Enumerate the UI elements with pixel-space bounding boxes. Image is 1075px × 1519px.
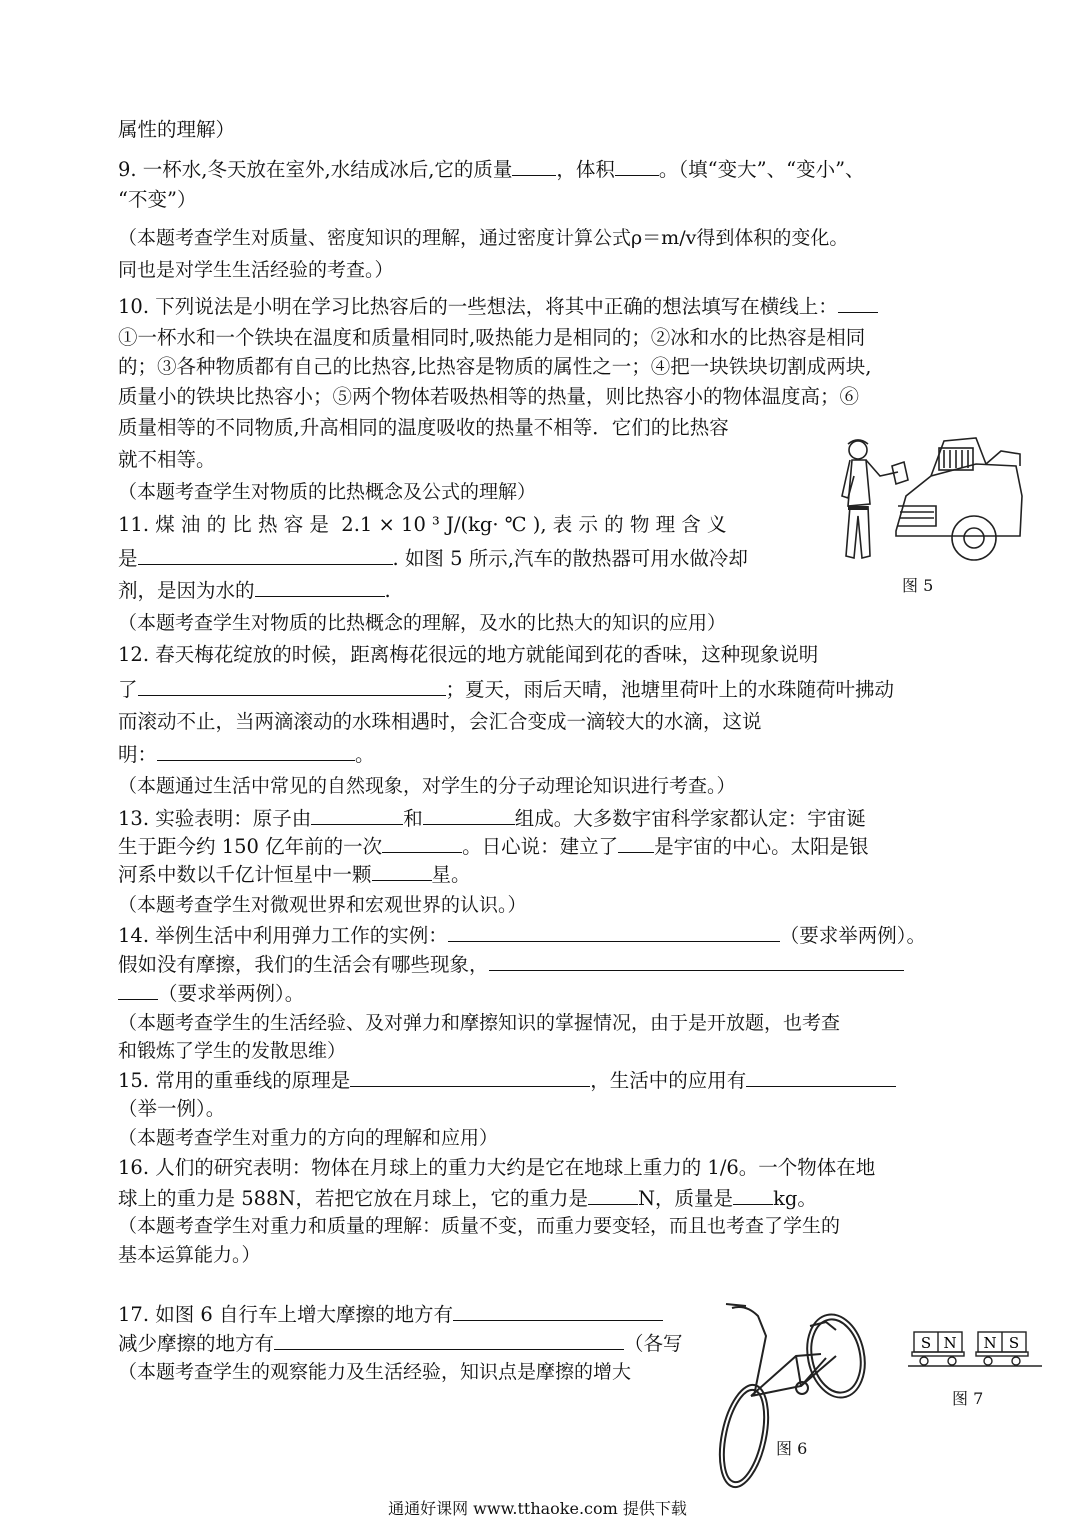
question-12-line-2: 了 ；夏天，雨后天晴，池塘里荷叶上的水珠随荷叶拂动 <box>118 678 895 701</box>
continued-text: 属性的理解） <box>118 118 236 141</box>
question-12-line-4: 明： 。 <box>118 743 375 766</box>
question-13-line-1: 13. 实验表明：原子由 和 组成。大多数宇宙科学家都认定：宇宙诞 <box>118 807 866 830</box>
question-11-line-3: 剂，是因为水的 . <box>118 579 391 602</box>
question-15-line-1: 15. 常用的重垂线的原理是 ，生活中的应用有 <box>118 1068 896 1093</box>
question-16-line-1: 16. 人们的研究表明：物体在月球上的重力大约是它在地球上重力的 1/6。一个物体在地 <box>118 1156 876 1179</box>
figure-6-caption: 图 6 <box>776 1439 808 1458</box>
question-13-line-3: 河系中数以千亿计恒星中一颗 星。 <box>118 863 471 886</box>
note-14-line-1: （本题考查学生的生活经验、及对弹力和摩擦知识的掌握情况，由于是开放题，也考查 <box>118 1012 841 1034</box>
car-radiator-illustration <box>836 436 1026 571</box>
question-16-line-2: 球上的重力是 588N，若把它放在月球上，它的重力是 N，质量是 kg。 <box>118 1187 817 1210</box>
figure-7-caption: 图 7 <box>952 1389 984 1408</box>
note-9-line-1: （本题考查学生对质量、密度知识的理解，通过密度计算公式ρ＝m/v得到体积的变化。 <box>118 227 849 249</box>
question-9-line-2: “不变”） <box>118 188 197 211</box>
magnet-label-n-right: N <box>983 1334 997 1352</box>
figure-5-caption: 图 5 <box>902 576 934 595</box>
question-17-line-1: 17. 如图 6 自行车上增大摩擦的地方有 <box>118 1302 663 1327</box>
note-13: （本题考查学生对微观世界和宏观世界的认识。） <box>118 894 527 916</box>
note-11: （本题考查学生对物质的比热概念的理解，及水的比热大的知识的应用） <box>118 612 727 634</box>
note-12: （本题通过生活中常见的自然现象，对学生的分子动理论知识进行考查。） <box>118 775 736 797</box>
question-9-line-1: 9. 一杯水,冬天放在室外,水结成冰后,它的质量 ，体积 。（填“变大”、“变小”、 <box>118 158 865 181</box>
question-10-line-5: 质量相等的不同物质,升高相同的温度吸收的热量不相等．它们的比热容 <box>118 416 729 439</box>
question-15-line-2: （举一例）。 <box>118 1097 226 1120</box>
note-17: （本题考查学生的观察能力及生活经验，知识点是摩擦的增大 <box>118 1361 632 1383</box>
question-14-line-2: 假如没有摩擦，我们的生活会有哪些现象， <box>118 952 904 977</box>
question-10-line-3: 的；③各种物质都有自己的比热容,比热容是物质的属性之一；④把一块铁块切割成两块, <box>118 355 872 378</box>
question-14-line-3: （要求举两例）。 <box>118 981 304 1006</box>
question-14-line-1: 14. 举例生活中利用弹力工作的实例： （要求举两例）。 <box>118 924 926 947</box>
bicycle-illustration <box>706 1296 881 1492</box>
note-15: （本题考查学生对重力的方向的理解和应用） <box>118 1127 499 1149</box>
question-12-line-1: 12. 春天梅花绽放的时候，距离梅花很远的地方就能闻到花的香味，这种现象说明 <box>118 643 819 666</box>
question-17-line-2: 减少摩擦的地方有 （各写 <box>118 1332 683 1355</box>
magnet-carts-illustration <box>908 1328 1048 1372</box>
question-12-line-3: 而滚动不止，当两滴滚动的水珠相遇时，会汇合变成一滴较大的水滴，这说 <box>118 710 762 733</box>
question-10-line-6: 就不相等。 <box>118 448 216 471</box>
magnet-label-s-right: S <box>1008 1334 1020 1352</box>
note-14-line-2: 和锻炼了学生的发散思维） <box>118 1040 347 1062</box>
note-16-line-2: 基本运算能力。） <box>118 1244 261 1266</box>
magnet-label-n-left: N <box>943 1334 957 1352</box>
note-10: （本题考查学生对物质的比热概念及公式的理解） <box>118 481 537 503</box>
question-11-line-1: 11. 煤 油 的 比 热 容 是 2.1 × 10 ³ J/(kg· ℃ ), 表 示 的 物 理 含 义 <box>118 513 727 536</box>
magnet-label-s-left: S <box>920 1334 932 1352</box>
question-10-line-1: 10. 下列说法是小明在学习比热容后的一些想法，将其中正确的想法填写在横线上： <box>118 294 878 319</box>
question-10-line-4: 质量小的铁块比热容小；⑤两个物体若吸热相等的热量，则比热容小的物体温度高；⑥ <box>118 385 860 408</box>
question-13-line-2: 生于距今约 150 亿年前的一次 。日心说：建立了 是宇宙的中心。太阳是银 <box>118 835 869 858</box>
question-11-line-2: 是 . 如图 5 所示,汽车的散热器可用水做冷却 <box>118 547 748 570</box>
question-10-line-2: ①一杯水和一个铁块在温度和质量相同时,吸热能力是相同的；②冰和水的比热容是相同 <box>118 326 866 349</box>
note-16-line-1: （本题考查学生对重力和质量的理解：质量不变，而重力要变轻，而且也考查了学生的 <box>118 1215 841 1237</box>
note-9-line-2: 同也是对学生生活经验的考查。） <box>118 259 394 281</box>
page-footer: 通通好课网 www.tthaoke.com 提供下载 <box>388 1499 687 1518</box>
